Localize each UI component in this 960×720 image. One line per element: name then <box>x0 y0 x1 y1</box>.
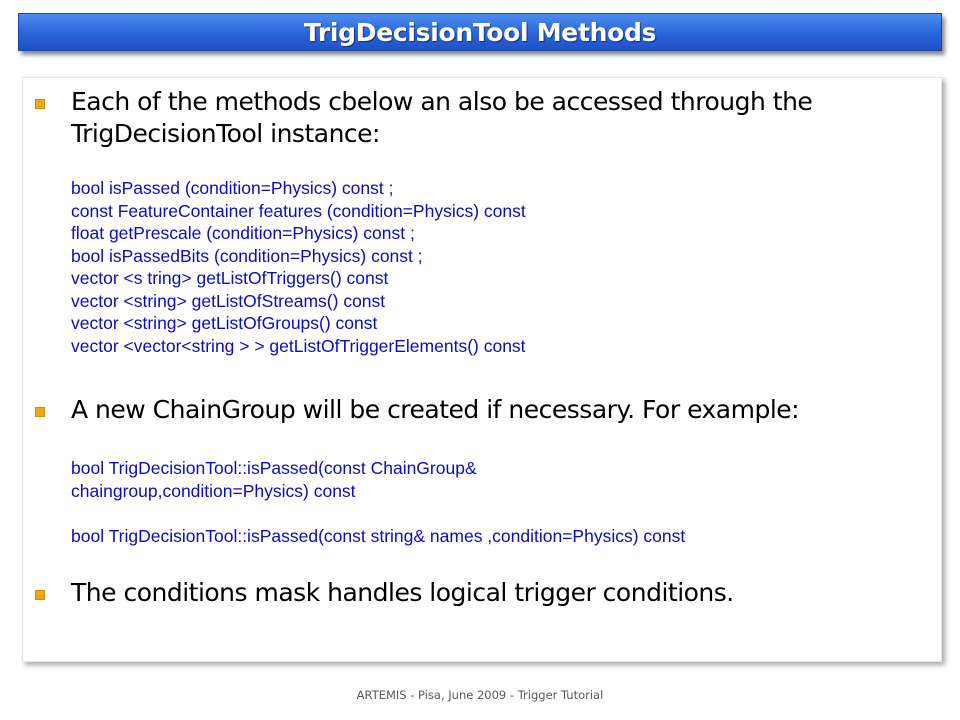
content-box <box>22 77 942 662</box>
code-line: const FeatureContainer features (condition=Physics) const <box>71 200 526 221</box>
code-line: bool isPassedBits (condition=Physics) const ; <box>71 245 423 266</box>
code-line: vector <string> getListOfStreams() const <box>71 290 386 311</box>
code-line: vector <s tring> getListOfTriggers() const <box>71 268 389 288</box>
bullet-square-icon <box>35 407 45 417</box>
code-line: vector <vector<string > > getListOfTriggerElements() const <box>71 335 526 356</box>
slide-footer: ARTEMIS - Pisa, June 2009 - Trigger Tutorial <box>356 688 604 702</box>
bullet-1-code-block <box>71 177 526 357</box>
bullet-2-code-block <box>71 457 685 547</box>
bullet-3-text: The conditions mask handles logical trigger conditions. <box>71 578 734 607</box>
code-line: chaingroup,condition=Physics) const <box>71 480 356 501</box>
code-line <box>71 502 685 525</box>
bullet-1-text: Each of the methods cbelow an also be accessed through the TrigDecisionTool instance: <box>71 87 813 148</box>
bullet-2-text: A new ChainGroup will be created if necessary. For example: <box>71 395 800 424</box>
code-line: bool TrigDecisionTool::isPassed(const ChainGroup& <box>71 458 477 478</box>
slide-title-bar <box>18 13 942 51</box>
code-line: float getPrescale (condition=Physics) const ; <box>71 223 415 243</box>
bullet-square-icon <box>35 99 45 109</box>
slide-title: TrigDecisionTool Methods <box>303 17 657 47</box>
code-line: bool isPassed (condition=Physics) const ; <box>71 178 394 198</box>
code-line: bool TrigDecisionTool::isPassed(const string& names ,condition=Physics) const <box>71 525 686 546</box>
code-line: vector <string> getListOfGroups() const <box>71 313 378 333</box>
bullet-square-icon <box>35 590 45 600</box>
